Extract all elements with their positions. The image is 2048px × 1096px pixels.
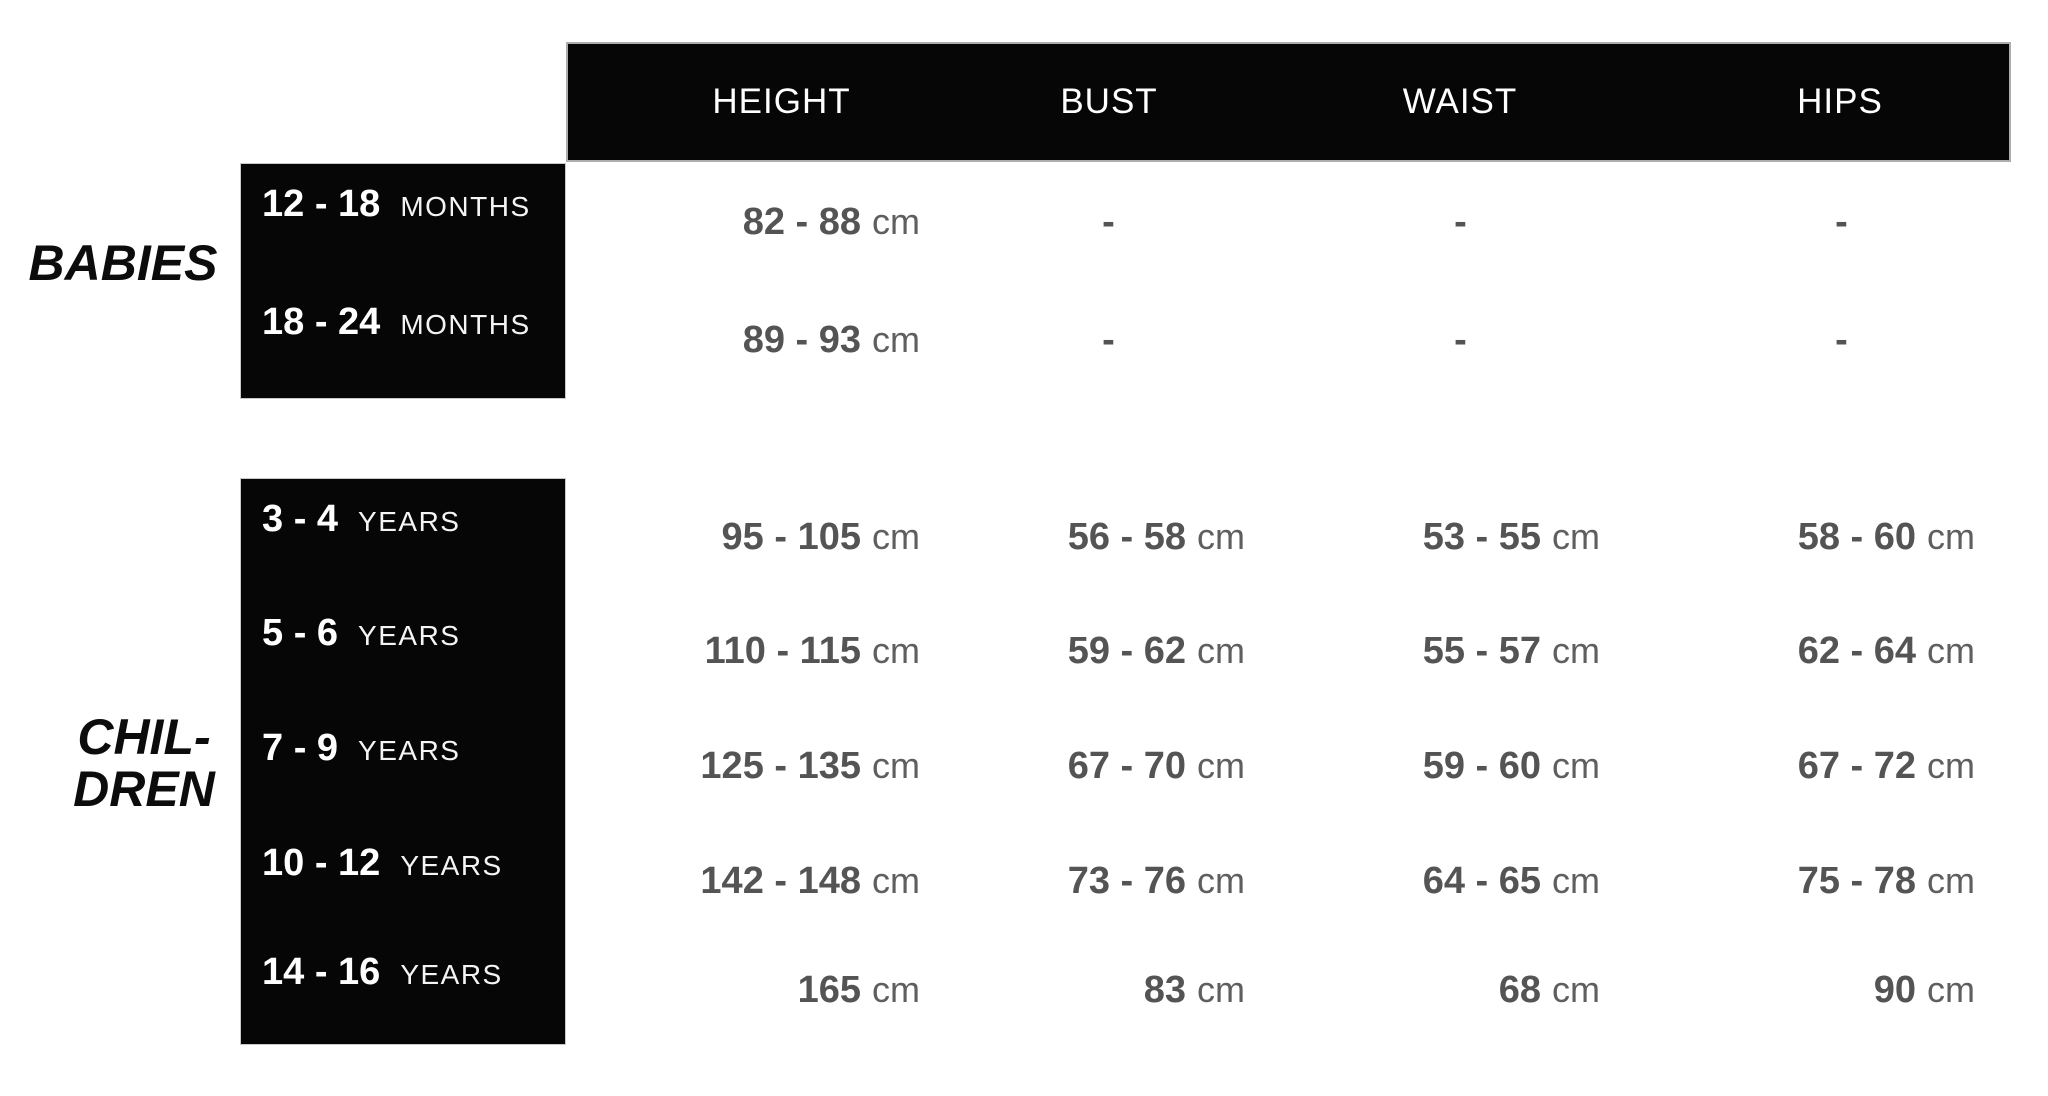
- age-range-cell: [240, 183, 566, 226]
- age-range: 5 - 6: [262, 611, 339, 654]
- age-unit: YEARS: [358, 619, 461, 651]
- unit-label: cm: [1927, 515, 1975, 557]
- age-unit: YEARS: [400, 849, 503, 881]
- age-unit: YEARS: [358, 505, 461, 537]
- height-cell: [566, 201, 946, 244]
- waist-value: 53 - 55: [1422, 515, 1541, 558]
- age-range-cell: [240, 727, 566, 770]
- hips-cell: [1626, 516, 2011, 559]
- size-row-children-7-9-years: [240, 716, 2011, 816]
- waist-value: 64 - 65: [1422, 859, 1541, 902]
- unit-label: cm: [1197, 859, 1245, 901]
- waist-cell: [1271, 969, 1626, 1012]
- hips-cell: [1626, 969, 2011, 1012]
- age-range-cell: [240, 498, 566, 541]
- unit-label: cm: [872, 744, 920, 786]
- unit-label: cm: [1552, 859, 1600, 901]
- bust-cell: [946, 201, 1271, 244]
- hips-cell: [1626, 745, 2011, 788]
- size-row-babies-18-24-months: [240, 290, 2011, 390]
- unit-label: cm: [1197, 515, 1245, 557]
- unit-label: cm: [872, 859, 920, 901]
- bust-value: 83: [1143, 968, 1186, 1011]
- group-label-line: BABIES: [28, 235, 218, 291]
- size-row-babies-12-18-months: [240, 172, 2011, 272]
- bust-value: -: [1102, 200, 1115, 243]
- hips-value: 67 - 72: [1797, 744, 1916, 787]
- hips-value: -: [1835, 318, 1848, 361]
- unit-label: cm: [1552, 515, 1600, 557]
- unit-label: cm: [872, 629, 920, 671]
- unit-label: cm: [1927, 744, 1975, 786]
- height-value: 165: [797, 968, 861, 1011]
- hips-value: -: [1835, 200, 1848, 243]
- age-unit: MONTHS: [400, 308, 531, 340]
- age-range: 10 - 12: [262, 841, 381, 884]
- height-value: 95 - 105: [721, 515, 861, 558]
- hips-cell: [1626, 201, 2011, 244]
- height-cell: [566, 860, 946, 903]
- size-row-children-5-6-years: [240, 601, 2011, 701]
- unit-label: cm: [1552, 629, 1600, 671]
- unit-label: cm: [872, 968, 920, 1010]
- height-cell: [566, 969, 946, 1012]
- bust-value: 56 - 58: [1067, 515, 1186, 558]
- group-label-babies: [3, 237, 243, 289]
- group-label-children: [24, 711, 264, 815]
- unit-label: cm: [1927, 968, 1975, 1010]
- size-row-children-3-4-years: [240, 487, 2011, 587]
- column-header-waist: WAIST: [1402, 82, 1518, 121]
- waist-cell: [1271, 860, 1626, 903]
- waist-cell: [1271, 201, 1626, 244]
- unit-label: cm: [1927, 629, 1975, 671]
- age-range: 7 - 9: [262, 726, 339, 769]
- age-range: 3 - 4: [262, 497, 339, 540]
- age-range-cell: [240, 842, 566, 885]
- age-range-cell: [240, 612, 566, 655]
- waist-value: 55 - 57: [1422, 629, 1541, 672]
- age-range-cell: [240, 951, 566, 994]
- unit-label: cm: [1552, 968, 1600, 1010]
- column-header-hips: HIPS: [1797, 82, 1883, 121]
- height-value: 125 - 135: [700, 744, 861, 787]
- height-value: 110 - 115: [704, 629, 861, 672]
- hips-value: 75 - 78: [1797, 859, 1916, 902]
- height-value: 142 - 148: [700, 859, 861, 902]
- age-unit: YEARS: [400, 958, 503, 990]
- bust-cell: [946, 745, 1271, 788]
- unit-label: cm: [1197, 968, 1245, 1010]
- waist-cell: [1271, 319, 1626, 362]
- bust-value: 73 - 76: [1067, 859, 1186, 902]
- bust-cell: [946, 516, 1271, 559]
- bust-value: 67 - 70: [1067, 744, 1186, 787]
- hips-cell: [1626, 630, 2011, 673]
- bust-cell: [946, 319, 1271, 362]
- size-row-children-14-16-years: [240, 940, 2011, 1040]
- bust-value: 59 - 62: [1067, 629, 1186, 672]
- waist-cell: [1271, 630, 1626, 673]
- bust-cell: [946, 969, 1271, 1012]
- unit-label: cm: [1927, 859, 1975, 901]
- column-header-bust: BUST: [1060, 82, 1158, 121]
- hips-value: 58 - 60: [1797, 515, 1916, 558]
- bust-value: -: [1102, 318, 1115, 361]
- height-cell: [566, 630, 946, 673]
- column-header-height: HEIGHT: [712, 82, 851, 121]
- unit-label: cm: [872, 200, 920, 242]
- group-label-line: CHIL-: [77, 709, 211, 765]
- unit-label: cm: [872, 515, 920, 557]
- waist-value: -: [1454, 200, 1467, 243]
- hips-value: 62 - 64: [1797, 629, 1916, 672]
- waist-value: -: [1454, 318, 1467, 361]
- age-range: 12 - 18: [262, 182, 381, 225]
- waist-value: 68: [1498, 968, 1541, 1011]
- age-unit: YEARS: [358, 734, 461, 766]
- bust-cell: [946, 630, 1271, 673]
- group-label-line: DREN: [73, 761, 215, 817]
- age-range-cell: [240, 301, 566, 344]
- unit-label: cm: [1197, 629, 1245, 671]
- hips-value: 90: [1873, 968, 1916, 1011]
- age-range: 14 - 16: [262, 950, 381, 993]
- waist-cell: [1271, 745, 1626, 788]
- column-header-bar: [566, 42, 2011, 162]
- hips-cell: [1626, 319, 2011, 362]
- unit-label: cm: [1197, 744, 1245, 786]
- height-cell: [566, 516, 946, 559]
- size-row-children-10-12-years: [240, 831, 2011, 931]
- age-unit: MONTHS: [400, 190, 531, 222]
- unit-label: cm: [1552, 744, 1600, 786]
- height-value: 82 - 88: [742, 200, 861, 243]
- hips-cell: [1626, 860, 2011, 903]
- waist-value: 59 - 60: [1422, 744, 1541, 787]
- age-range: 18 - 24: [262, 300, 381, 343]
- height-cell: [566, 745, 946, 788]
- height-cell: [566, 319, 946, 362]
- unit-label: cm: [872, 318, 920, 360]
- height-value: 89 - 93: [742, 318, 861, 361]
- waist-cell: [1271, 516, 1626, 559]
- bust-cell: [946, 860, 1271, 903]
